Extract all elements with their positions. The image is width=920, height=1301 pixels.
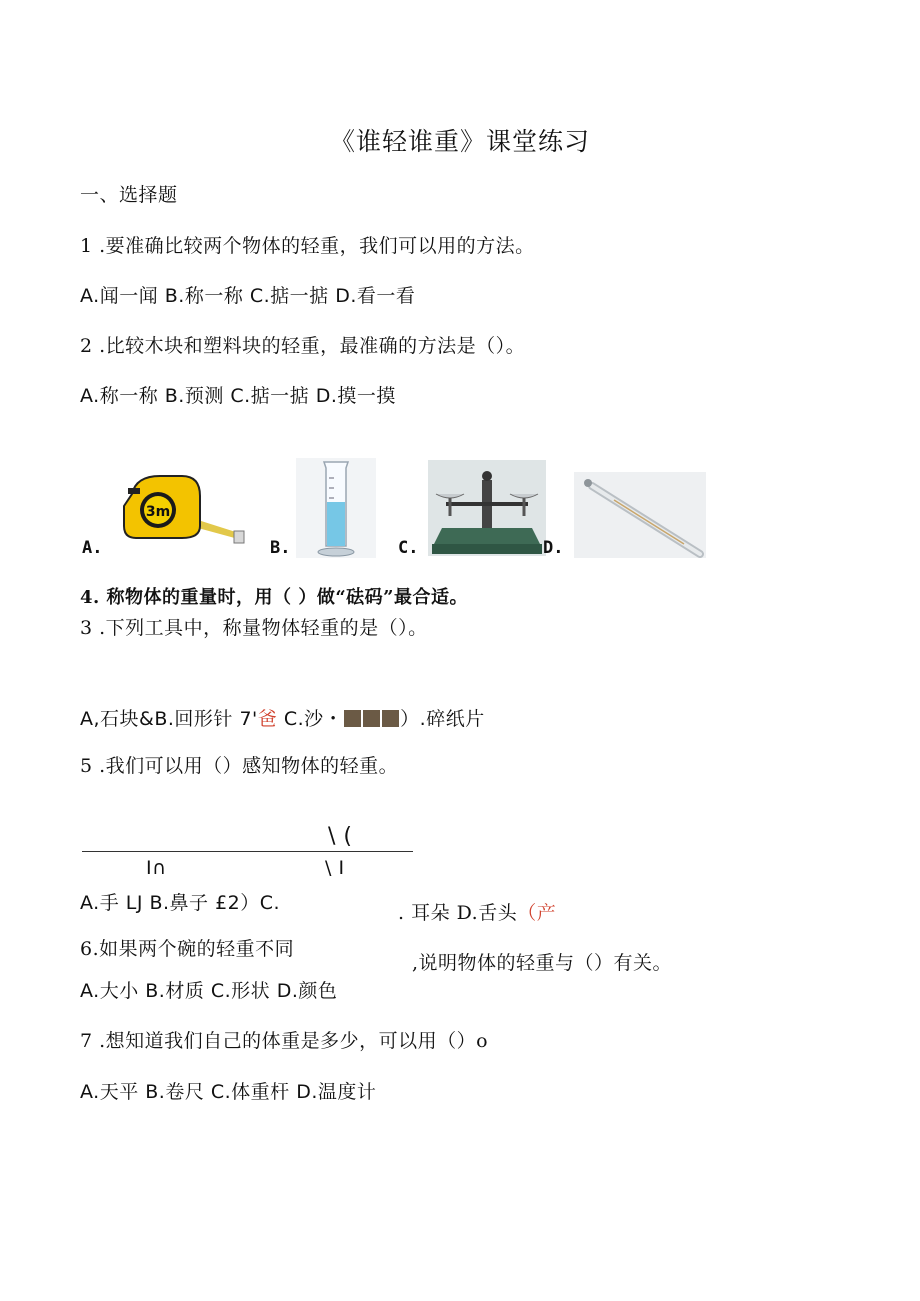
- question-6-right: ,说明物体的轻重与（）有关。: [412, 952, 673, 974]
- question-3-options: [80, 704, 485, 731]
- question-5-options-left: A.手 LJ B.鼻子 £2）C.: [80, 892, 281, 914]
- tape-measure-image: [112, 468, 252, 558]
- q3-options-part2: 爸: [257, 708, 278, 730]
- q5-options-red: （产: [517, 902, 557, 924]
- q3-options-part3: C.沙・: [277, 708, 344, 730]
- tape-measure-label: 3m: [145, 504, 171, 520]
- question-1: 1 .要准确比较两个物体的轻重，我们可以用的方法。: [80, 235, 535, 257]
- question-5-options-right: [398, 898, 556, 925]
- fragment-mark-left: I∩: [146, 857, 167, 879]
- question-7-options: A.天平 B.卷尺 C.体重杆 D.温度计: [80, 1081, 377, 1103]
- picture-label-c: C.: [398, 538, 419, 558]
- question-6-left: 6.如果两个碗的轻重不同: [80, 938, 295, 960]
- fragment-marks-top: \ (: [328, 824, 353, 849]
- fragment-mark-right: \ I: [325, 857, 345, 879]
- question-1-options: A.闻一闻 B.称一称 C.掂一掂 D.看一看: [80, 285, 416, 307]
- measuring-cylinder-image: [296, 458, 376, 558]
- q3-options-part4: ）.碎纸片: [400, 708, 485, 730]
- question-4: 4. 称物体的重量时，用（ ）做“砝码”最合适。: [80, 587, 469, 608]
- divider-line: [82, 851, 413, 852]
- question-3: 3 .下列工具中，称量物体轻重的是（）。: [80, 617, 428, 639]
- block-square: [344, 710, 361, 727]
- picture-label-d: D.: [543, 538, 564, 558]
- question-2-options: A.称一称 B.预测 C.掂一掂 D.摸一摸: [80, 385, 396, 407]
- question-7: 7 .想知道我们自己的体重是多少，可以用（）o: [80, 1030, 489, 1052]
- picture-label-b: B.: [270, 538, 291, 558]
- block-square: [363, 710, 380, 727]
- q5-options-right-text: . 耳朵 D.舌头: [398, 902, 518, 924]
- block-square: [382, 710, 399, 727]
- balance-scale-image: [428, 460, 546, 556]
- question-6-options: A.大小 B.材质 C.形状 D.颜色: [80, 980, 338, 1002]
- page-title: 《谁轻谁重》课堂练习: [329, 127, 590, 156]
- q3-options-part1: A,石块&B.回形针 7': [80, 708, 258, 730]
- question-5: 5 .我们可以用（）感知物体的轻重。: [80, 755, 399, 777]
- picture-label-a: A.: [82, 538, 103, 558]
- thermometer-image: [574, 472, 706, 558]
- section-heading: 一、选择题: [80, 184, 178, 206]
- question-2: 2 .比较木块和塑料块的轻重，最准确的方法是（）。: [80, 335, 526, 357]
